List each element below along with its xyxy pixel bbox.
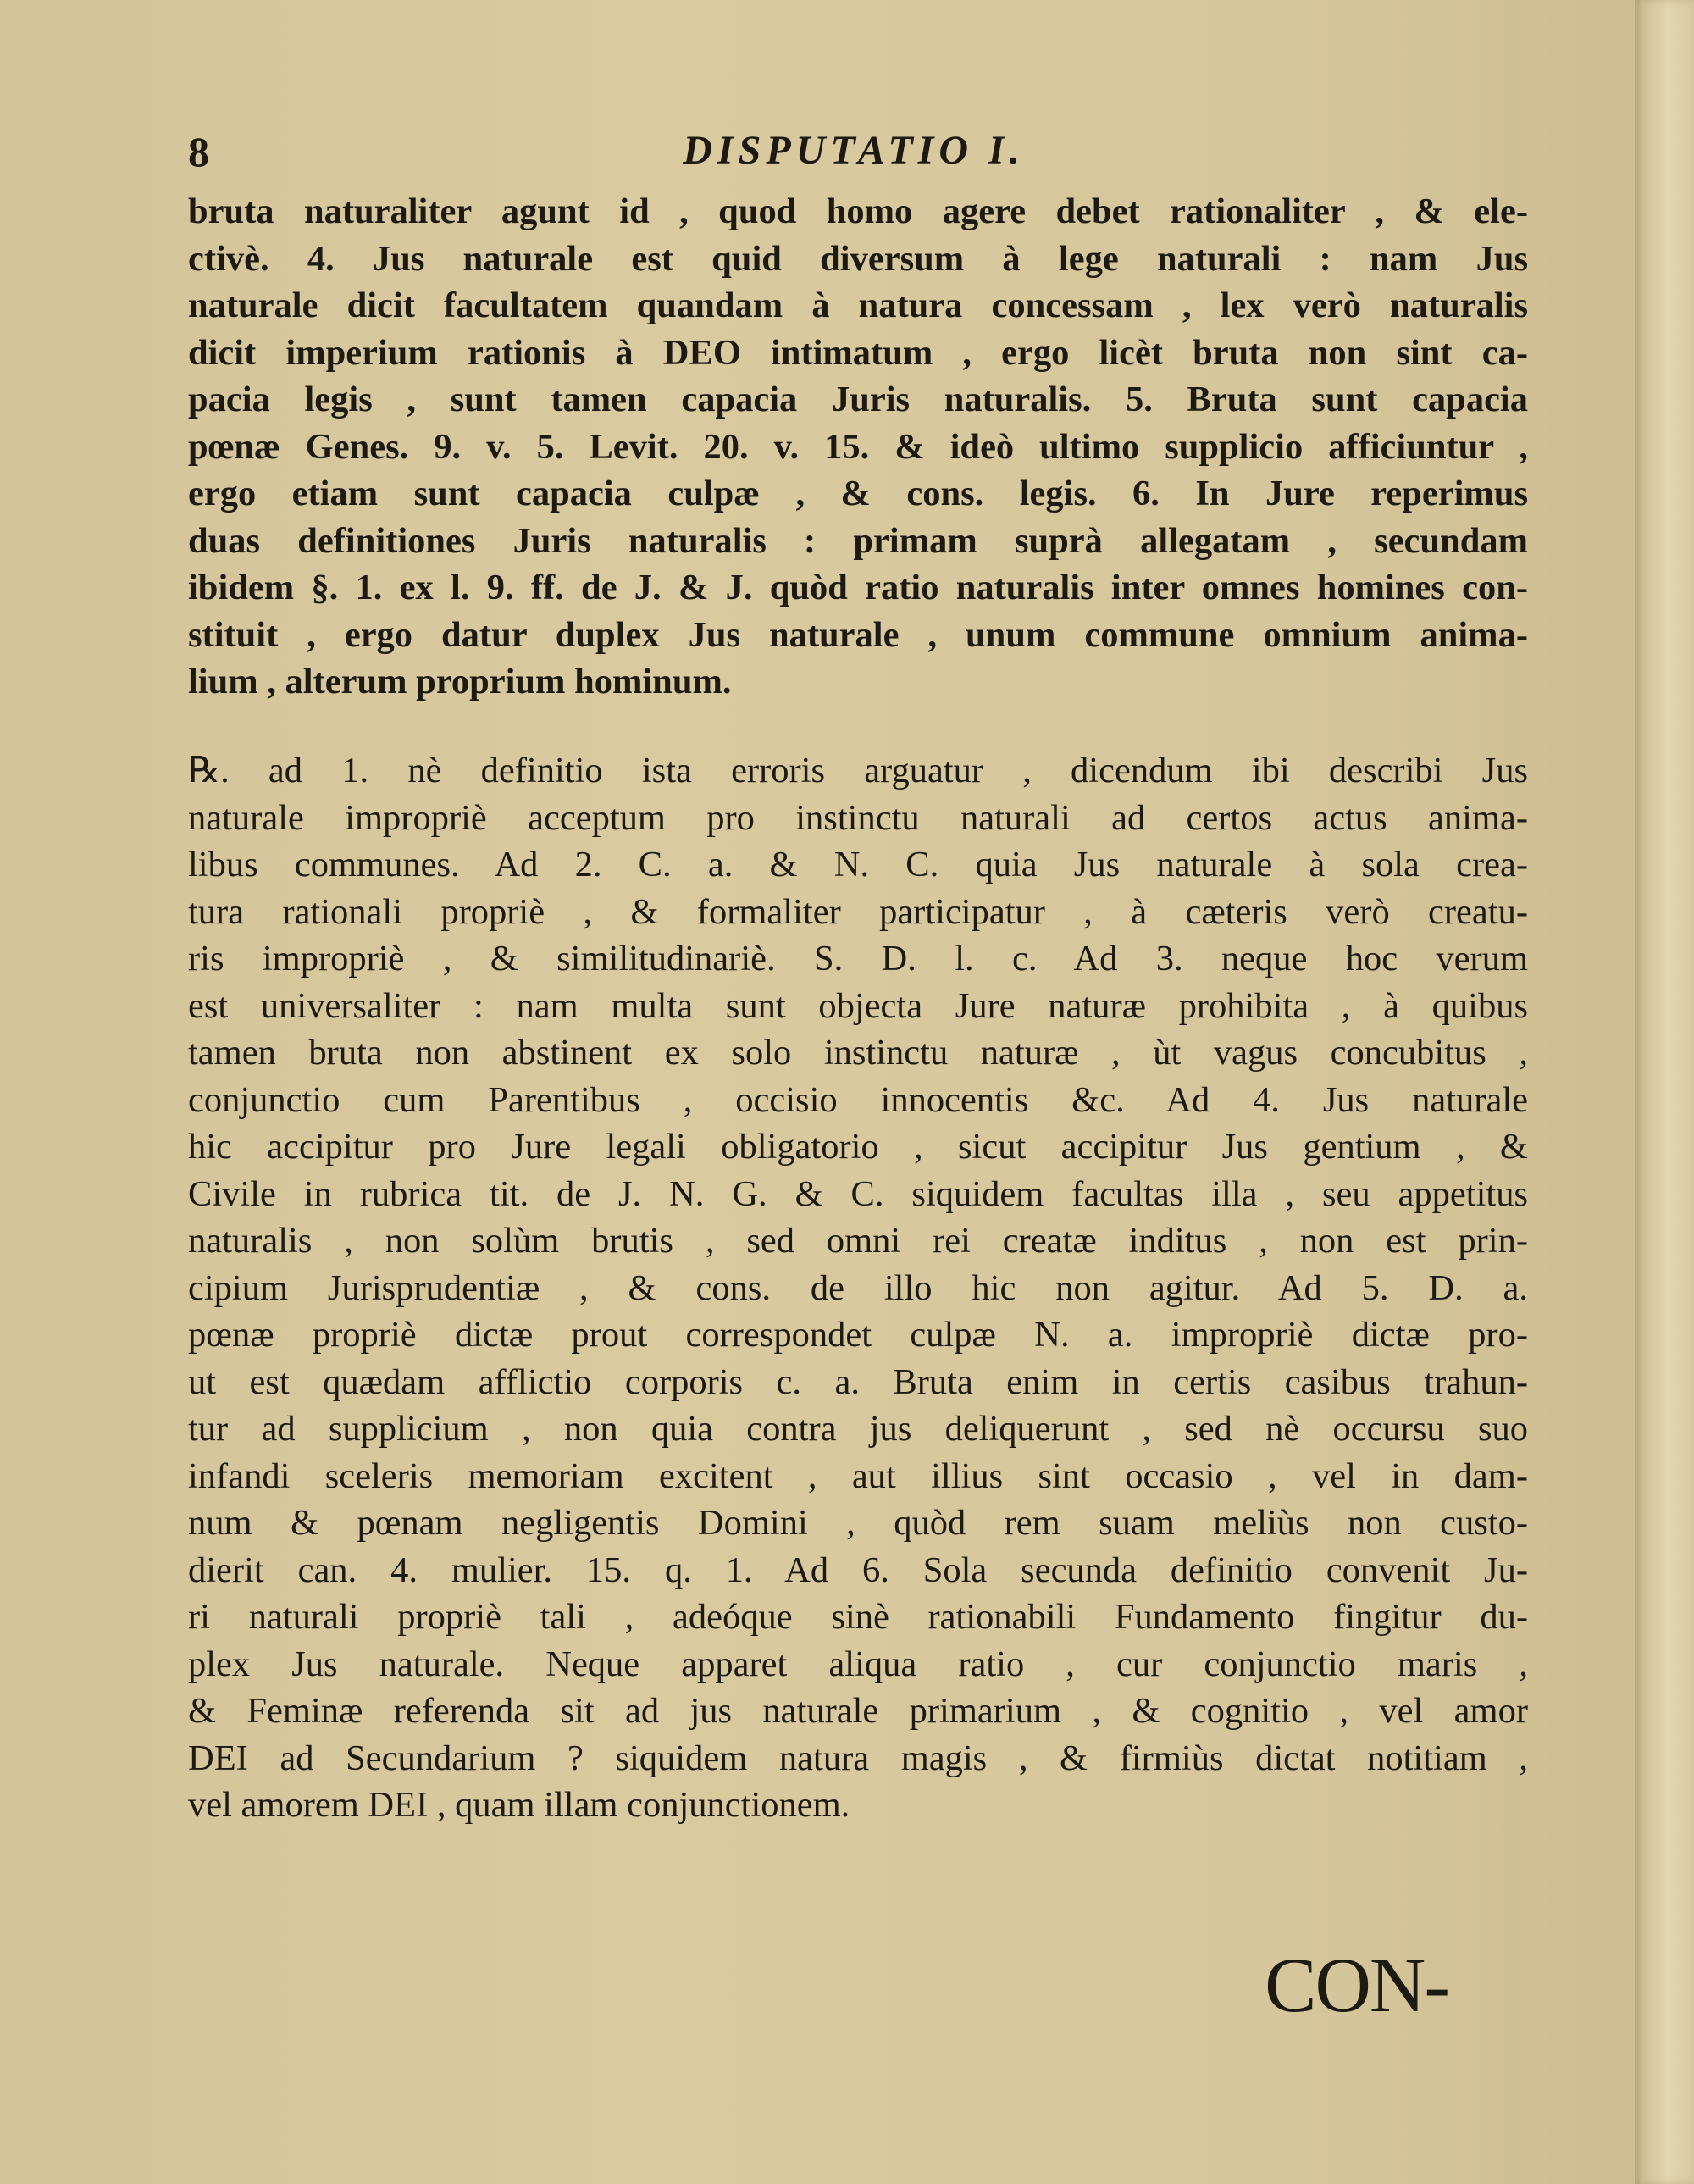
text-line: ergo etiam sunt capacia culpæ , & cons. legis. 6. In Jure reperimus	[188, 474, 1528, 513]
text-line: ut est quædam afflictio corporis c. a. Bruta enim in certis casibus trahun-	[188, 1361, 1528, 1402]
paragraph-2	[188, 747, 1528, 1829]
text-line: est universaliter : nam multa sunt objecta Jure naturæ prohibita , à quibus	[188, 985, 1528, 1026]
text-line: lium , alterum proprium hominum.	[188, 662, 732, 701]
text-line: conjunctio cum Parentibus , occisio innocentis &c. Ad 4. Jus naturale	[188, 1079, 1528, 1120]
text-line: ris impropriè , & similitudinariè. S. D. l. c. Ad 3. neque hoc verum	[188, 939, 1528, 978]
text-line: pacia legis , sunt tamen capacia Juris naturalis. 5. Bruta sunt capacia	[188, 380, 1528, 419]
text-line: ibidem §. 1. ex l. 9. ff. de J. & J. quòd ratio naturalis inter omnes homines con-	[188, 568, 1528, 607]
text-line: bruta naturaliter agunt id , quod homo agere debet rationaliter , & ele-	[188, 191, 1528, 231]
text-line: Civile in rubrica tit. de J. N. G. & C. siquidem facultas illa , seu appetitus	[188, 1173, 1528, 1214]
text-line: & Feminæ referenda sit ad jus naturale primarium , & cognitio , vel amor	[188, 1691, 1528, 1731]
text-line: cipium Jurisprudentiæ , & cons. de illo hic non agitur. Ad 5. D. a.	[188, 1267, 1528, 1308]
text-line: hic accipitur pro Jure legali obligatorio , sicut accipitur Jus gentium , &	[188, 1127, 1528, 1167]
page-edge	[1635, 0, 1694, 2184]
text-line: pœnæ propriè dictæ prout correspondet culpæ N. a. impropriè dictæ pro-	[188, 1315, 1528, 1355]
text-line: ctivè. 4. Jus naturale est quid diversum à lege naturali : nam Jus	[188, 238, 1528, 279]
text-line: naturale dicit facultatem quandam à natura concessam , lex verò naturalis	[188, 285, 1528, 325]
text-line: ℞. ad 1. nè definitio ista erroris arguatur , dicendum ibi describi Jus	[188, 751, 1528, 790]
text-line: pœnæ Genes. 9. v. 5. Levit. 20. v. 15. & ideò ultimo supplicio afficiuntur ,	[188, 426, 1528, 467]
text-line: stituit , ergo datur duplex Jus naturale , unum commune omnium anima-	[188, 614, 1528, 655]
text-line: infandi sceleris memoriam excitent , aut illius sint occasio , vel in dam-	[188, 1455, 1528, 1496]
text-line: tura rationali propriè , & formaliter participatur , à cæteris verò creatu-	[188, 891, 1528, 932]
text-line: naturale impropriè acceptum pro instinctu naturali ad certos actus anima-	[188, 797, 1528, 838]
text-line: DEI ad Secundarium ? siquidem natura magis , & firmiùs dictat notitiam ,	[188, 1738, 1528, 1778]
page-number: 8	[188, 128, 209, 175]
text-line: ri naturali propriè tali , adeóque sinè rationabili Fundamento fingitur du-	[188, 1597, 1528, 1637]
catchword: CON-	[1265, 1942, 1448, 2028]
text-line: duas definitiones Juris naturalis : primam suprà allegatam , secundam	[188, 520, 1528, 561]
text-line: libus communes. Ad 2. C. a. & N. C. quia Jus naturale à sola crea-	[188, 845, 1528, 884]
text-line: dicit imperium rationis à DEO intimatum , ergo licèt bruta non sint ca-	[188, 332, 1528, 373]
text-line: num & pœnam negligentis Domini , quòd rem suam meliùs non custo-	[188, 1503, 1528, 1543]
text-line: tur ad supplicium , non quia contra jus deliquerunt , sed nè occursu suo	[188, 1409, 1528, 1449]
running-title: DISPUTATIO I.	[683, 128, 1025, 173]
text-line: naturalis , non solùm brutis , sed omni rei creatæ inditus , non est prin-	[188, 1221, 1528, 1261]
paragraph-1	[188, 188, 1528, 706]
text-line: tamen bruta non abstinent ex solo instinctu naturæ , ùt vagus concubitus ,	[188, 1033, 1528, 1073]
text-line: plex Jus naturale. Neque apparet aliqua ratio , cur conjunctio maris ,	[188, 1644, 1528, 1684]
text-line: vel amorem DEI , quam illam conjunctionem.	[188, 1785, 850, 1825]
text-line: dierit can. 4. mulier. 15. q. 1. Ad 6. Sola secunda definitio convenit Ju-	[188, 1549, 1528, 1590]
page-header	[185, 127, 1523, 178]
